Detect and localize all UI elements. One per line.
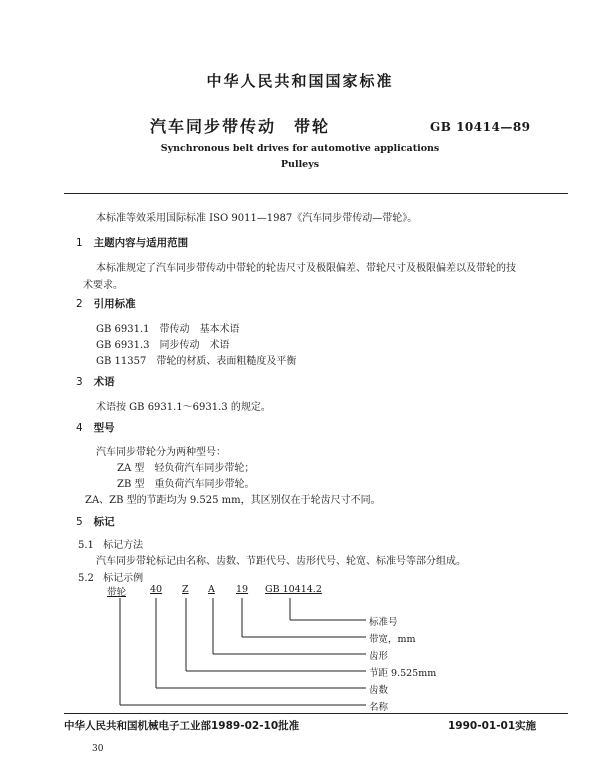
reference-item: GB 6931.1 带传动 基本术语 <box>96 324 240 335</box>
effective-date: 1990-01-01实施 <box>448 720 537 732</box>
section-number: 2 <box>76 298 83 310</box>
marking-label-name: 名称 <box>369 702 389 713</box>
subsection-number: 5.1 <box>78 540 94 551</box>
standard-code: GB 10414—89 <box>430 120 531 134</box>
section-1-text-line-2: 术要求。 <box>83 280 123 291</box>
reference-item: GB 11357 带轮的材质、表面粗糙度及平衡 <box>96 356 297 367</box>
marking-code-name: 带轮 <box>107 587 127 598</box>
subsection-number: 5.2 <box>78 573 94 584</box>
section-number: 1 <box>76 237 83 249</box>
section-title: 术语 <box>93 376 115 388</box>
subsection-5-1-text: 汽车同步带轮标记由名称、齿数、节距代号、齿形代号、轮宽、标准号等部分组成。 <box>96 556 466 567</box>
subsection-title: 标记示例 <box>103 573 144 584</box>
section-4-note: ZA、ZB 型的节距均为 9.525 mm，其区别仅在于轮齿尺寸不同。 <box>85 495 381 506</box>
marking-label-standard: 标准号 <box>369 617 398 628</box>
type-zb: ZB 型 重负荷汽车同步带轮。 <box>117 479 255 490</box>
section-number: 3 <box>76 376 83 388</box>
section-title: 主题内容与适用范围 <box>93 237 189 249</box>
section-number: 4 <box>76 422 83 434</box>
section-number: 5 <box>76 516 83 528</box>
english-title: Synchronous belt drives for automotive applications <box>160 143 440 154</box>
section-1-text-line-1: 本标准规定了汽车同步带传动中带轮的轮齿尺寸及极限偏差、带轮尺寸及极限偏差以及带轮的技 <box>96 263 516 274</box>
marking-code-tooth-profile: A <box>208 584 215 595</box>
section-title: 标记 <box>93 516 115 528</box>
subsection-title: 标记方法 <box>103 540 144 551</box>
section-title: 型号 <box>93 422 115 434</box>
english-subtitle: Pulleys <box>280 159 320 170</box>
page-number: 30 <box>92 744 104 754</box>
footer-rule <box>64 713 568 714</box>
marking-code-pitch: Z <box>182 584 189 595</box>
marking-label-teeth: 齿数 <box>369 685 389 696</box>
type-za: ZA 型 轻负荷汽车同步带轮； <box>117 463 255 474</box>
marking-code-teeth: 40 <box>150 584 163 595</box>
section-3-text: 术语按 GB 6931.1～6931.3 的规定。 <box>96 402 271 413</box>
section-4-intro: 汽车同步带轮分为两种型号： <box>96 447 226 458</box>
document-title: 汽车同步带传动 带轮 <box>150 117 331 136</box>
intro-paragraph: 本标准等效采用国际标准 ISO 9011—1987《汽车同步带传动—带轮》。 <box>96 213 418 224</box>
marking-code-standard: GB 10414.2 <box>265 584 322 595</box>
marking-label-width: 带宽，mm <box>369 634 416 645</box>
reference-item: GB 6931.3 同步传动 术语 <box>96 340 230 351</box>
marking-code-width: 19 <box>236 584 249 595</box>
section-title: 引用标准 <box>93 298 136 310</box>
standard-title: 中华人民共和国国家标准 <box>206 72 394 90</box>
marking-label-pitch: 节距 9.525mm <box>369 668 437 679</box>
approval-line: 中华人民共和国机械电子工业部1989-02-10批准 <box>64 720 300 732</box>
marking-label-tooth-profile: 齿形 <box>369 651 389 662</box>
